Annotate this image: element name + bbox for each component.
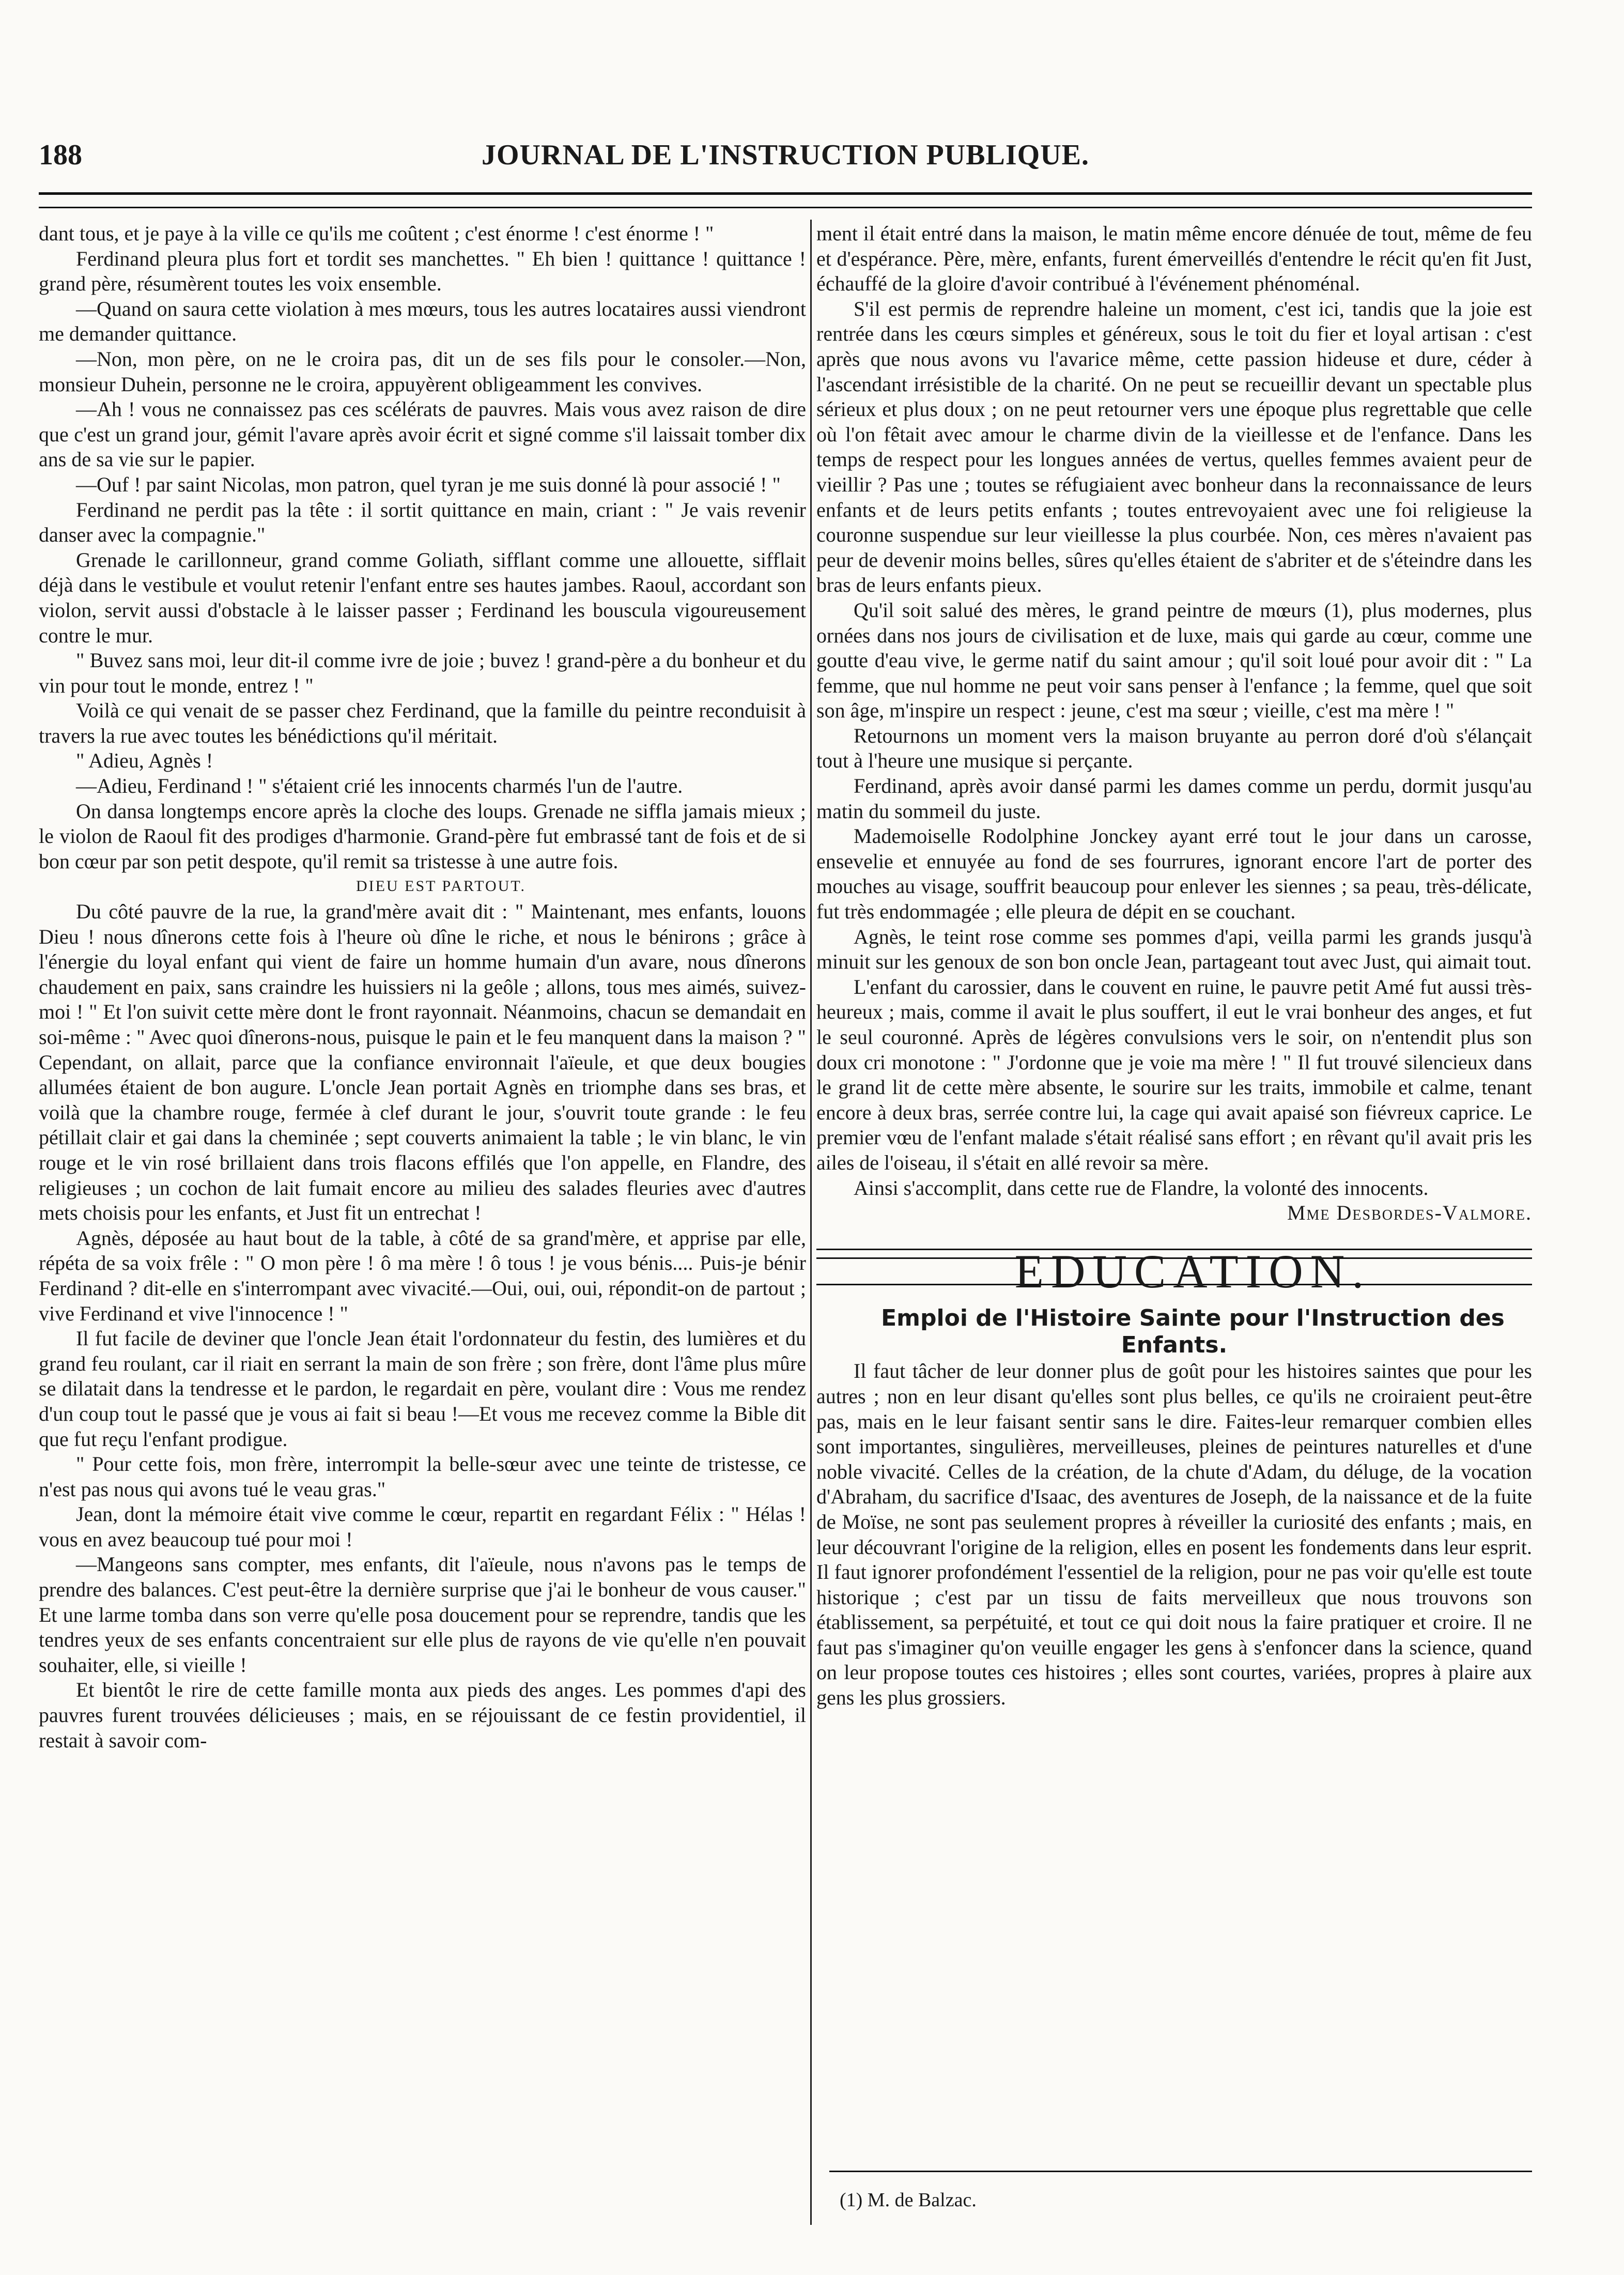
paragraph: —Quand on saura cette violation à mes mœurs, tous les autres locataires aussi viendront me demander quittance. <box>39 297 806 346</box>
paragraph: " Buvez sans moi, leur dit-il comme ivre de joie ; buvez ! grand-père a du bonheur et du vin pour tout le monde, entrez ! " <box>39 649 806 697</box>
paragraph: Jean, dont la mémoire était vive comme le cœur, repartit en regardant Félix : " Hélas ! vous en avez beaucoup tué pour moi ! <box>39 1502 806 1551</box>
paragraph: Ferdinand pleura plus fort et tordit ses manchettes. " Eh bien ! quittance ! quittance ! grand père, résumèrent toutes les voix ensemble. <box>39 247 806 296</box>
paragraph: Ferdinand ne perdit pas la tête : il sortit quittance en main, criant : " Je vais revenir danser avec la compagnie." <box>39 498 806 547</box>
section-title: DIEU EST PARTOUT. <box>356 878 526 895</box>
paragraph: —Non, mon père, on ne le croira pas, dit un de ses fils pour le consoler.—Non, monsieur Duhein, personne ne le croira, appuyèrent obligeamment les convives. <box>39 347 806 396</box>
paragraph: Agnès, le teint rose comme ses pommes d'api, veilla parmi les grands jusqu'à minuit sur les genoux de son bon oncle Jean, partageant tout avec Just, qui aimait tout. <box>816 925 1532 974</box>
paragraph: Il faut tâcher de leur donner plus de goût pour les histoires saintes que pour les autres ; non en leur disant qu'elles sont plus belles, ce qu'ils ne croiraient peut-être pas, mais en le leur faisant sentir sans le dire. Faites-leur remarquer combien elles sont importantes, singulières, merveilleuses, pleines de peintures naturelles et d'une noble vivacité. Celles de la création, de la chute d'Adam, du déluge, de la vocation d'Abraham, du sacrifice d'Isaac, des aventures de Joseph, de la naissance et de la fuite de Moïse, ne sont pas seulement propres à réveiller la curiosité des enfants ; mais, en leur découvrant l'origine de la religion, elles en posent les fondements dans leur esprit. Il faut ignorer profondément l'essentiel de la religion, pour ne pas voir qu'elle est toute historique ; c'est par un tissu de faits merveilleux que nous trouvons son établissement, sa perpétuité, et tout ce qui doit nous la faire pratiquer et croire. Il ne faut pas s'imaginer qu'on veuille engager les gens à s'enfoncer dans la science, quand on leur propose toutes ces histoires ; elles sont courtes, variées, propres à plaire aux gens les plus grossiers. <box>816 1359 1532 1710</box>
paragraph: —Mangeons sans compter, mes enfants, dit l'aïeule, nous n'avons pas le temps de prendre des balances. C'est peut-être la dernière surprise que j'ai le bonheur de vous causer." Et une larme tomba dans son verre qu'elle posa doucement pour se reprendre, tandis que les tendres yeux de ses enfants concentraient sur elle plus de rayons de vie qu'elle n'en pouvait souhaiter, elle, si vieille ! <box>39 1552 806 1677</box>
column-divider <box>810 220 812 2225</box>
paragraph: Ferdinand, après avoir dansé parmi les dames comme un perdu, dormit jusqu'au matin du sommeil du juste. <box>816 774 1532 823</box>
paragraph: On dansa longtemps encore après la cloche des loups. Grenade ne siffla jamais mieux ; le violon de Raoul fit des prodiges d'harmonie. Grand-père fut embrassé tant de fois et de si bon cœur par son petit despote, qu'il remit sa tristesse à une autre fois. <box>39 799 806 873</box>
paragraph: Du côté pauvre de la rue, la grand'mère avait dit : " Maintenant, mes enfants, louons Dieu ! nous dînerons cette fois à l'heure où dîne le riche, et nous le bénirons ; grâce à l'énergie du loyal enfant qui vient de faire un homme humain d'un avare, nous dînerons chaudement en paix, sans craindre les huissiers ni la geôle ; allons, tous mes aimés, suivez-moi ! " Et l'on suivit cette mère dont le front rayonnait. Néanmoins, chacun se demandait en soi-même : " Avec quoi dînerons-nous, puisque le pain et le feu manquent dans la maison ? " Cependant, on allait, parce que la confiance environnait l'aïeule, et que deux bougies allumées étaient de bon augure. L'oncle Jean portait Agnès en triomphe dans ses bras, et voilà que la chambre rouge, fermée à clef durant le jour, s'ouvrit toute grande : le feu pétillait clair et gai dans la cheminée ; sept couverts animaient la table ; le vin blanc, le vin rouge et le vin rosé brillaient dans trois flacons effilés que l'on appelle, en Flandre, des religieuses ; un cochon de lait fumait encore au milieu des salades fleuries avec d'autres mets choisis pour les enfants, et Just fit un entrechat ! <box>39 900 806 1225</box>
paragraph: Grenade le carillonneur, grand comme Goliath, sifflant comme une allouette, sifflait déjà dans le vestibule et voulut retenir l'enfant entre ses hautes jambes. Raoul, accordant son violon, servit aussi d'obstacle à le laisser passer ; Ferdinand les bouscula vigoureusement contre le mur. <box>39 548 806 647</box>
paragraph: Et bientôt le rire de cette famille monta aux pieds des anges. Les pommes d'api des pauvres furent trouvées délicieuses ; mais, en se réjouissant de ce festin providentiel, il restait à savoir com- <box>39 1678 806 1752</box>
author-signature: Mme Desbordes-Valmore. <box>1287 1201 1532 1225</box>
right-column <box>816 221 1532 1711</box>
paragraph: Qu'il soit salué des mères, le grand peintre de mœurs (1), plus modernes, plus ornées dans nos jours de civilisation et de luxe, mais qui garde au cœur, comme une goutte d'eau vive, le germe natif du saint amour ; qu'il soit loué pour avoir dit : " La femme, que nul homme ne peut voir sans penser à l'enfance ; la femme, quel que soit son âge, m'inspire un respect : jeune, c'est ma sœur ; vieille, c'est ma mère ! " <box>816 598 1532 723</box>
paragraph: —Adieu, Ferdinand ! " s'étaient crié les innocents charmés l'un de l'autre. <box>76 774 683 798</box>
paragraph: " Adieu, Agnès ! <box>76 749 213 773</box>
paragraph: S'il est permis de reprendre haleine un moment, c'est ici, tandis que la joie est rentrée dans les cœurs simples et généreux, sous le toit du fier et loyal artisan : c'est après que nous avons vu l'avarice même, cette passion hideuse et dure, céder à l'ascendant irrésistible de la charité. On ne peut se recueillir devant un spectable plus sérieux et plus doux ; on ne peut retourner vers une époque plus regrettable que celle où l'on fêtait avec amour le charme divin de la vieillesse et de l'enfance. Dans les temps de respect pour les longues années de vertus, quelles femmes avaient peur de vieillir ? Pas une ; toutes se réfugiaient avec bonheur dans la reconnaissance de leurs enfants et de leurs petits enfants ; toutes entrevoyaient avec une foi religieuse la couronne suspendue sur leur vieillesse la plus courbée. Non, ces mères n'avaient pas peur de devenir moins belles, sûres qu'elles étaient de s'abriter et de s'éteindre dans les bras de leurs enfants pieux. <box>816 297 1532 597</box>
paragraph: ment il était entré dans la maison, le matin même encore dénuée de tout, même de feu et d'espérance. Père, mère, enfants, furent émerveillés d'entendre le récit qu'en fit Just, échauffé de la gloire d'avoir contribué à l'événement phénoménal. <box>816 222 1532 296</box>
left-column <box>39 221 806 1753</box>
journal-title: JOURNAL DE L'INSTRUCTION PUBLIQUE. <box>482 139 1089 171</box>
footnote-rule <box>829 2171 1532 2172</box>
section-heading: EDUCATION. <box>1014 1244 1371 1298</box>
paragraph: " Pour cette fois, mon frère, interrompit la belle-sœur avec une teinte de tristesse, ce n'est pas nous qui avons tué le veau gras." <box>39 1452 806 1501</box>
paragraph: Voilà ce qui venait de se passer chez Ferdinand, que la famille du peintre reconduisit à travers la rue avec toutes les bénédictions qu'il méritait. <box>39 699 806 747</box>
paragraph: Retournons un moment vers la maison bruyante au perron doré d'où s'élançait tout à l'heure une musique si perçante. <box>816 724 1532 773</box>
paragraph: —Ah ! vous ne connaissez pas ces scélérats de pauvres. Mais vous avez raison de dire que c'est un grand jour, gémit l'avare après avoir écrit et signé comme s'il laissait tomber dix ans de sa vie sur le papier. <box>39 397 806 471</box>
page-header <box>39 139 1532 185</box>
header-rule-thick <box>39 192 1532 195</box>
paragraph: Mademoiselle Rodolphine Jonckey ayant erré tout le jour dans un carosse, ensevelie et ennuyée au fond de ses fourrures, ignorant encore l'art de porter des mouches au visage, souffrit beaucoup pour enlever les siennes ; sa peau, très-délicate, fut très endommagée ; elle pleura de dépit en se couchant. <box>816 824 1532 924</box>
paragraph: L'enfant du carossier, dans le couvent en ruine, le pauvre petit Amé fut aussi très-heureux ; mais, comme il avait le plus souffert, il eut le vrai bonheur des anges, et fut le seul couronné. Après de légères convulsions vers le soir, on n'entendit plus son doux cri monotone : " J'ordonne que je voie ma mère ! " Il fut trouvé silencieux dans le grand lit de cette mère absente, le sourire sur les traits, immobile et calme, tenant encore à deux bras, serrée contre lui, la cage qui avait apaisé son fiévreux caprice. Le premier vœu de l'enfant malade s'était réalisé sans effort ; en rêvant qu'il avait pris les ailes de l'oiseau, il s'était en allé revoir sa mère. <box>816 975 1532 1174</box>
paragraph: dant tous, et je paye à la ville ce qu'ils me coûtent ; c'est énorme ! c'est énorme ! " <box>39 222 714 245</box>
footnote: (1) M. de Balzac. <box>840 2189 977 2211</box>
page-number: 188 <box>39 139 82 171</box>
article-title: Emploi de l'Histoire Sainte pour l'Instruction des Enfants. <box>881 1305 1505 1359</box>
paragraph: —Ouf ! par saint Nicolas, mon patron, quel tyran je me suis donné là pour associé ! " <box>76 472 781 496</box>
paragraph: Il fut facile de deviner que l'oncle Jean était l'ordonnateur du festin, des lumières et du grand feu roulant, car il riait en serrant la main de son frère ; son frère, dont l'âme plus mûre se dilatait dans la tendresse et le pardon, le regardait en père, voulant dire : Vous me rendez d'un coup tout le passé que je vous ai fait si beau !—Et vous me recevez comme la Bible dit que fut reçu l'enfant prodigue. <box>39 1327 806 1451</box>
header-rule-thin <box>39 207 1532 208</box>
paragraph: Ainsi s'accomplit, dans cette rue de Flandre, la volonté des innocents. <box>854 1176 1429 1200</box>
paragraph: Agnès, déposée au haut bout de la table, à côté de sa grand'mère, et apprise par elle, répéta de sa voix frêle : " O mon père ! ô ma mère ! ô tous ! je vous bénis.... Puis-je bénir Ferdinand ? dit-elle en s'interrompant avec vivacité.—Oui, oui, oui, répondit-on de partout ; vive Ferdinand et vive l'innocence ! " <box>39 1226 806 1325</box>
